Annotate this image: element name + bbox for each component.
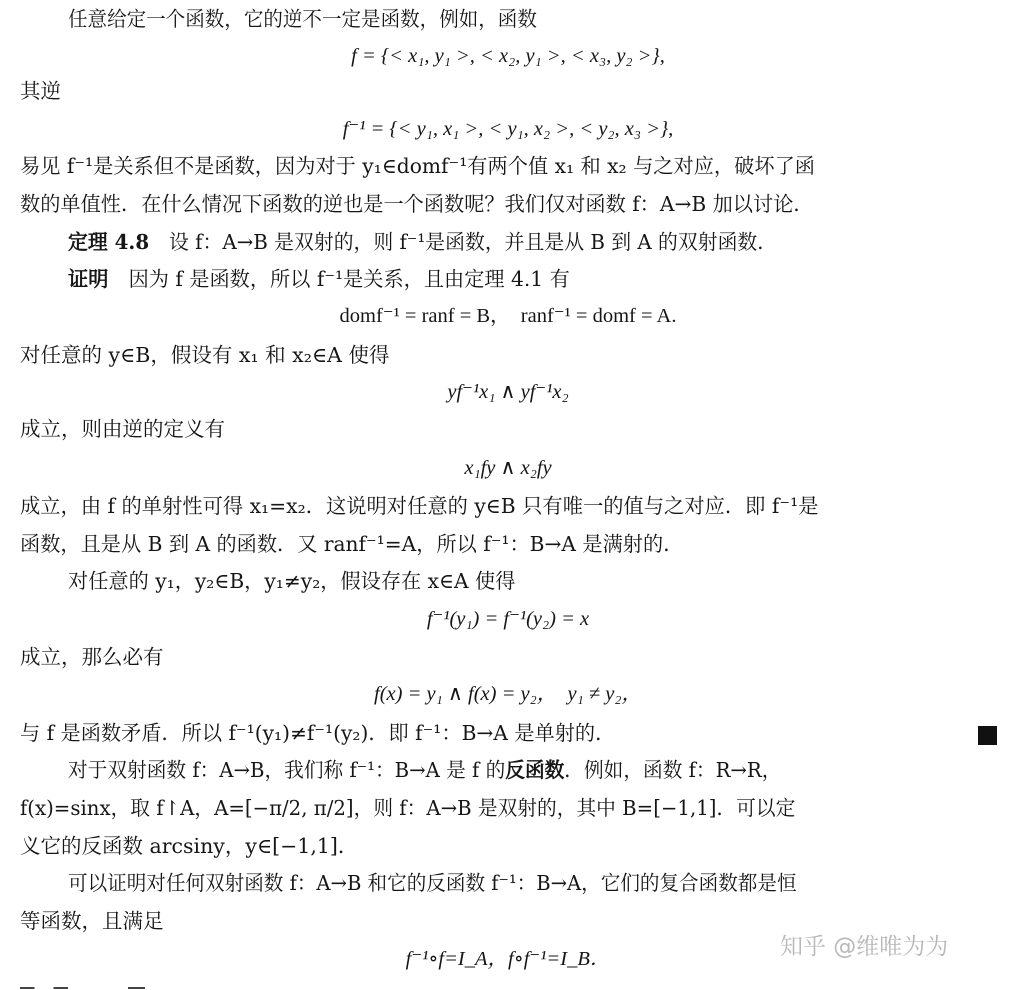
proof-label: 证明 — [68, 267, 109, 291]
watermark: 知乎 @维唯为为 — [780, 934, 949, 960]
paragraph-line: 成立，那么必有 — [20, 645, 164, 669]
text-run: 对于双射函数 f：A→B，我们称 f⁻¹：B→A 是 f 的 — [68, 758, 506, 782]
paragraph-line: 任意给定一个函数，它的逆不一定是函数，例如，函数 — [68, 7, 537, 31]
paragraph-line: 对任意的 y₁，y₂∈B，y₁≠y₂，假设存在 x∈A 使得 — [68, 569, 516, 593]
text-run: ．例如，函数 f：R→R， — [564, 758, 782, 782]
paragraph-line: f(x)=sinx，取 f↾A，A=[−π/2, π/2]，则 f：A→B 是双射的，其中 B=[−1,1]．可以定 — [20, 796, 796, 820]
paragraph-line: 等函数，且满足 — [20, 909, 164, 933]
paragraph-line: 成立，则由逆的定义有 — [20, 417, 225, 441]
formula-dom-ran: domf⁻¹ = ranf = B， ranf⁻¹ = domf = A. — [339, 305, 677, 327]
formula-xfy: x₁fy ∧ x₂fy — [464, 457, 552, 479]
term-inverse-function: 反函数 — [505, 758, 565, 782]
formula-composition-identity: f⁻¹∘f=I_A，f∘f⁻¹=I_B． — [405, 948, 611, 970]
paragraph-line: 成立，由 f 的单射性可得 x₁=x₂．这说明对任意的 y∈B 只有唯一的值与之对应．即 f⁻¹是 — [20, 494, 819, 518]
theorem-line — [68, 227, 777, 257]
formula-inverse-equal: f⁻¹(y₁) = f⁻¹(y₂) = x — [426, 608, 590, 630]
qed-square — [978, 726, 997, 745]
paragraph-line: 数的单值性．在什么情况下函数的逆也是一个函数呢？我们仅对函数 f：A→B 加以讨论． — [20, 192, 814, 216]
cropped-next-line — [20, 980, 420, 990]
paragraph-line: 函数，且是从 B 到 A 的函数．又 ranf⁻¹=A，所以 f⁻¹：B→A 是满射的． — [20, 532, 684, 556]
formula-f-inverse: f⁻¹ = {< y₁, x₁ >, < y₁, x₂ >, < y₂, x₃ >}, — [342, 118, 674, 140]
paragraph-line — [68, 755, 781, 785]
paragraph-line: 其逆 — [20, 79, 61, 103]
paragraph-line: 可以证明对任何双射函数 f：A→B 和它的反函数 f⁻¹：B→A，它们的复合函数都是恒 — [68, 871, 797, 895]
formula-contradiction: f(x) = y₁ ∧ f(x) = y₂， y₁ ≠ y₂， — [374, 683, 642, 705]
paragraph-line: 义它的反函数 arcsiny，y∈[−1,1]． — [20, 834, 359, 858]
formula-yfx: yf⁻¹x₁ ∧ yf⁻¹x₂ — [447, 381, 569, 403]
proof-body: 因为 f 是函数，所以 f⁻¹是关系，且由定理 4.1 有 — [108, 267, 570, 291]
paragraph-line: 易见 f⁻¹是关系但不是函数，因为对于 y₁∈domf⁻¹有两个值 x₁ 和 x₂ 与之对应，破坏了函 — [20, 154, 816, 178]
paragraph-line: 与 f 是函数矛盾．所以 f⁻¹(y₁)≠f⁻¹(y₂)．即 f⁻¹：B→A 是单射的． — [20, 721, 616, 745]
formula-f-definition: f = {< x₁, y₁ >, < x₂, y₁ >, < x₃, y₂ >}, — [351, 45, 665, 67]
proof-line — [68, 264, 570, 294]
theorem-body: 设 f：A→B 是双射的，则 f⁻¹是函数，并且是从 B 到 A 的双射函数． — [149, 230, 778, 254]
paragraph-line: 对任意的 y∈B，假设有 x₁ 和 x₂∈A 使得 — [20, 343, 390, 367]
theorem-label: 定理 4.8 — [68, 230, 150, 254]
